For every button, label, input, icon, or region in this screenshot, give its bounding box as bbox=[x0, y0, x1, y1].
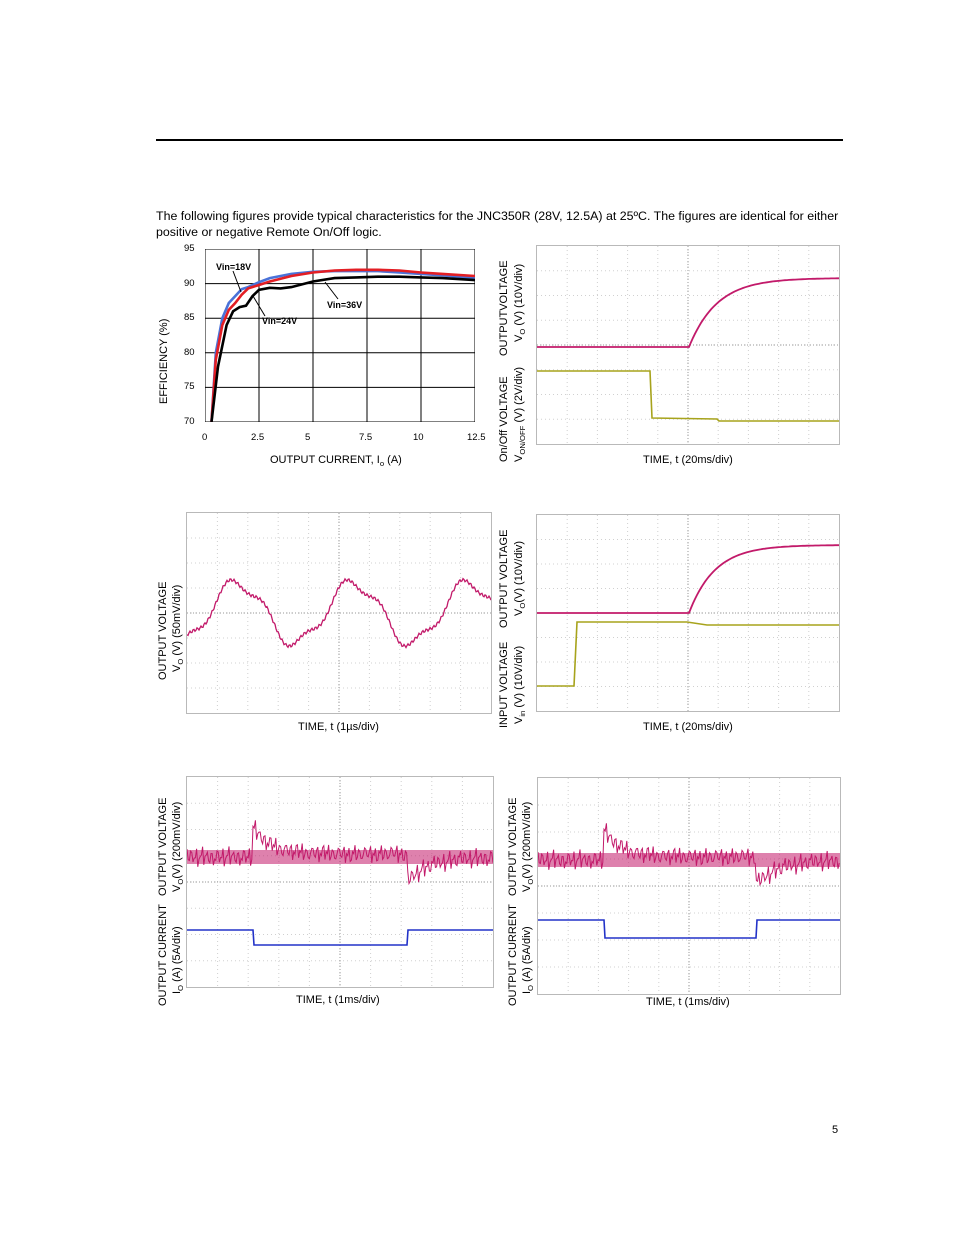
eff-y-tick: 80 bbox=[184, 346, 195, 358]
scope4-ylabel-top-a: OUTPUT VOLTAGE bbox=[157, 797, 169, 896]
scope2-ylabel-a: OUTPUT VOLTAGE bbox=[157, 581, 169, 680]
eff-y-tick: 90 bbox=[184, 277, 195, 289]
scope5-ylabel-bot-b: $I_O$ (A) (5A/div) bbox=[521, 926, 536, 994]
efficiency-chart-svg bbox=[205, 249, 475, 422]
annotation-vin18: Vin=18V bbox=[216, 262, 252, 272]
scope4-xlabel: TIME, t (1ms/div) bbox=[296, 994, 380, 1006]
scope3-ylabel-bot-b: $V_{in}$ (V) (10V/div) bbox=[513, 645, 528, 724]
scope2-ylabel-b: $V_O$ (V) (50mV/div) bbox=[171, 584, 186, 672]
eff-y-tick: 95 bbox=[184, 243, 195, 254]
efficiency-xlabel: OUTPUT CURRENT, $I_o$ (A) bbox=[270, 454, 402, 469]
eff-series-vin24 bbox=[212, 270, 476, 422]
arrow-vin36 bbox=[325, 282, 338, 299]
scope1-ylabel-top-b: $V_O$ (V) (10V/div) bbox=[513, 263, 528, 342]
scope-transient-2 bbox=[537, 777, 841, 995]
scope4-ylabel-bot-b: $I_O$ (A) (5A/div) bbox=[171, 926, 186, 994]
scope3-ylabel-bot-a: INPUT VOLTAGE bbox=[498, 641, 510, 728]
scope-onoff-startup bbox=[536, 245, 840, 445]
eff-x-tick: 0 bbox=[202, 432, 208, 443]
annotation-vin36: Vin=36V bbox=[327, 300, 363, 310]
scope1-ylabel-bot-a: On/Off VOLTAGE bbox=[498, 376, 510, 462]
scope5-ylabel-top-b: $V_O(V)$ (200mV/div) bbox=[521, 801, 536, 892]
scope4-ylabel-bot-a: OUTPUT CURRENT bbox=[157, 904, 169, 1006]
scope1-xlabel: TIME, t (20ms/div) bbox=[643, 454, 733, 466]
eff-x-tick: 5 bbox=[305, 432, 311, 443]
scope-transient-1 bbox=[186, 776, 494, 988]
intro-paragraph: The following figures provide typical characteristics for the JNC350R (28V, 12.5A) at 25ºC. The figures are identical for either positive or negative Remote On/Off logic. bbox=[156, 209, 839, 239]
eff-y-tick: 85 bbox=[184, 312, 195, 324]
arrow-vin18 bbox=[233, 271, 241, 292]
scope1-ylabel-bot-b: $V_{ON/OFF}$ (V) (2V/div) bbox=[513, 366, 528, 462]
scope-ripple bbox=[186, 512, 492, 714]
scope1-ylabel-top-a: OUTPUTVOLTAGE bbox=[498, 260, 510, 356]
scope5-ylabel-bot-a: OUTPUT CURRENT bbox=[507, 904, 519, 1006]
eff-x-tick: 12.5 bbox=[467, 432, 486, 443]
scope5-xlabel: TIME, t (1ms/div) bbox=[646, 996, 730, 1008]
eff-x-tick: 7.5 bbox=[359, 432, 373, 443]
scope-input-startup bbox=[536, 514, 840, 712]
scope4-ylabel-top-b: $V_O(V)$ (200mV/div) bbox=[171, 801, 186, 892]
page-number: 5 bbox=[832, 1124, 839, 1136]
eff-x-tick: 2.5 bbox=[251, 432, 265, 443]
scope3-ylabel-top-b: $V_O(V)$ (10V/div) bbox=[513, 540, 528, 616]
scope5-ylabel-top-a: OUTPUT VOLTAGE bbox=[507, 797, 519, 896]
scope3-ylabel-top-a: OUTPUT VOLTAGE bbox=[498, 529, 510, 628]
annotation-vin24: Vin=24V bbox=[262, 316, 298, 326]
eff-y-tick: 75 bbox=[184, 381, 195, 393]
efficiency-chart bbox=[205, 249, 475, 422]
header-rule bbox=[156, 139, 843, 141]
trace-output-voltage-band bbox=[538, 853, 840, 867]
trace-output-voltage-band bbox=[187, 850, 493, 864]
eff-series-vin18 bbox=[212, 271, 476, 422]
efficiency-ylabel: EFFICIENCY (%) bbox=[158, 318, 170, 404]
eff-x-tick: 10 bbox=[413, 432, 424, 443]
scope3-xlabel: TIME, t (20ms/div) bbox=[643, 721, 733, 733]
eff-series-vin36 bbox=[212, 277, 476, 422]
eff-y-tick: 70 bbox=[184, 416, 195, 427]
scope2-xlabel: TIME, t (1µs/div) bbox=[298, 721, 379, 733]
